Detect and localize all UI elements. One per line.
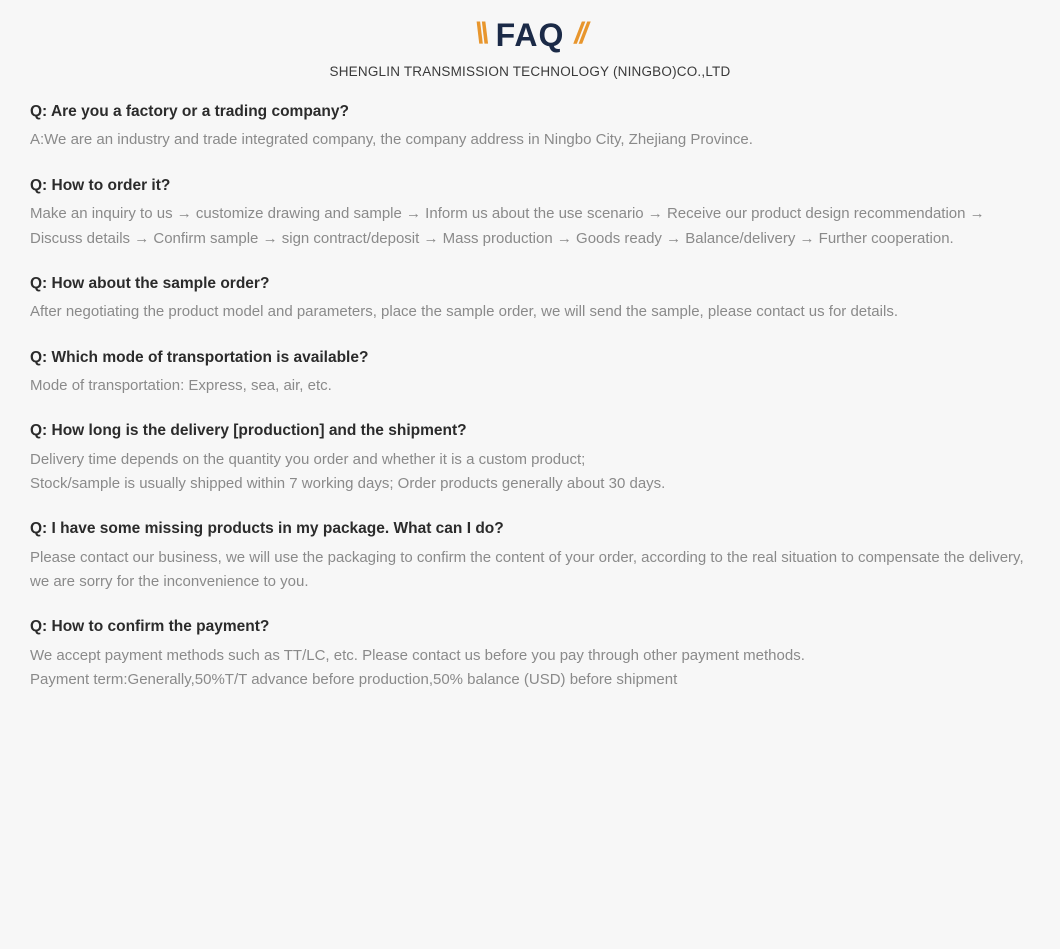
faq-answer: Please contact our business, we will use the packaging to confirm the content of your order, according to the real situation to compensate the delivery, we are sorry for the inconvenience to you.: [30, 548, 1024, 591]
title-row: [30, 14, 1030, 56]
faq-question: Q: How long is the delivery [production] and the shipment?: [30, 422, 467, 440]
faq-question: Q: I have some missing products in my package. What can I do?: [30, 520, 504, 538]
faq-question: Q: Are you a factory or a trading company?: [30, 103, 349, 120]
faq-item: [30, 347, 1030, 399]
left-slash-icon: \\: [474, 17, 486, 50]
faq-question: Q: How about the sample order?: [30, 274, 270, 292]
faq-answer: After negotiating the product model and parameters, place the sample order, we will send the sample, please contact us for details.: [30, 303, 898, 321]
faq-answer: Stock/sample is usually shipped within 7 working days; Order products generally about 30 days.: [30, 475, 666, 493]
faq-answer: Payment term:Generally,50%T/T advance before production,50% balance (USD) before shipment: [30, 671, 678, 689]
faq-item: [30, 420, 1030, 496]
faq-item: [30, 273, 1030, 325]
faq-item: [30, 518, 1030, 594]
faq-answer: Delivery time depends on the quantity you order and whether it is a custom product;: [30, 450, 586, 468]
company-name: SHENGLIN TRANSMISSION TECHNOLOGY (NINGBO)CO.,LTD: [329, 64, 731, 79]
faq-question: Q: Which mode of transportation is available?: [30, 348, 369, 366]
faq-question: Q: How to order it?: [30, 176, 171, 194]
faq-answer: Make an inquiry to us → customize drawing and sample → Inform us about the use scenario → Receive our product design recommendation → Discuss details → Confirm sample → sign contract/deposit → Mass production → Goods ready → Balance/delivery → Further cooperation.: [30, 205, 985, 247]
faq-question: Q: How to confirm the payment?: [30, 618, 270, 636]
faq-list: [30, 101, 1030, 693]
right-slash-icon: //: [574, 17, 586, 50]
faq-item: [30, 101, 1030, 153]
page-title: FAQ: [495, 17, 565, 53]
faq-answer: Mode of transportation: Express, sea, air, etc.: [30, 377, 332, 395]
faq-item: [30, 616, 1030, 692]
faq-item: [30, 175, 1030, 251]
faq-answer: We accept payment methods such as TT/LC, etc. Please contact us before you pay through other payment methods.: [30, 646, 805, 664]
page-header: [30, 0, 1030, 79]
faq-answer: A:We are an industry and trade integrated company, the company address in Ningbo City, Zhejiang Province.: [30, 131, 753, 149]
